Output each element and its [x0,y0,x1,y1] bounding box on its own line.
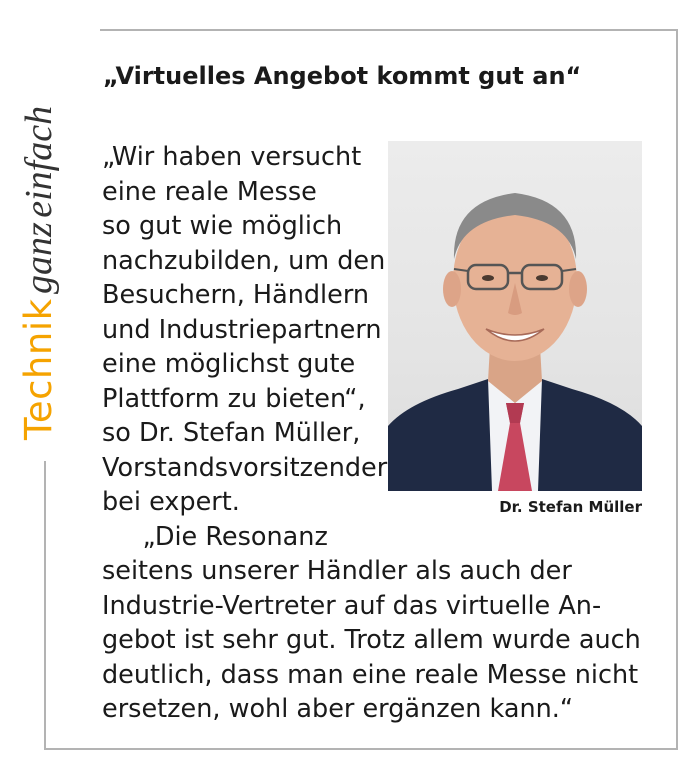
portrait-illustration [388,141,642,491]
section-label-word-technik: Technik [17,298,60,440]
photo-caption: Dr. Stefan Müller [499,498,642,516]
section-label-word-einfach: einfach [18,105,60,218]
body-line: „Wir haben versucht [102,142,362,172]
body-line: seitens unserer Händler als auch der [102,556,572,586]
body-line: Besuchern, Händlern [102,280,370,310]
body-line: bei expert. [102,487,240,517]
portrait-photo [388,141,642,491]
body-line: gebot ist sehr gut. Trotz allem wurde auch [102,625,641,655]
article-headline: „Virtuelles Angebot kommt gut an“ [103,62,582,90]
body-line: „Die Resonanz [102,521,328,552]
body-line: so Dr. Stefan Müller, [102,418,361,448]
body-line: Industrie-Vertreter auf das virtuelle An- [102,590,602,621]
body-line: deutlich, dass man eine reale Messe nicht [102,659,639,690]
frame-bottom-line [44,748,678,750]
body-line: ersetzen, wohl aber ergänzen kann.“ [102,694,574,724]
body-line: Vorstandsvorsitzender [102,452,388,483]
body-line: eine möglichst gute [102,349,356,379]
body-line: eine reale Messe [102,176,317,207]
frame-right-line [676,29,678,750]
body-line: so gut wie möglich [102,211,343,241]
section-label-word-ganz: ganz [18,222,60,295]
body-line: nachzubilden, um den [102,245,386,276]
frame-top-line [100,29,678,31]
body-line: und Industriepartnern [102,314,382,345]
frame-left-line [44,461,46,750]
section-label [17,105,60,440]
body-line: Plattform zu bieten“, [102,383,366,414]
